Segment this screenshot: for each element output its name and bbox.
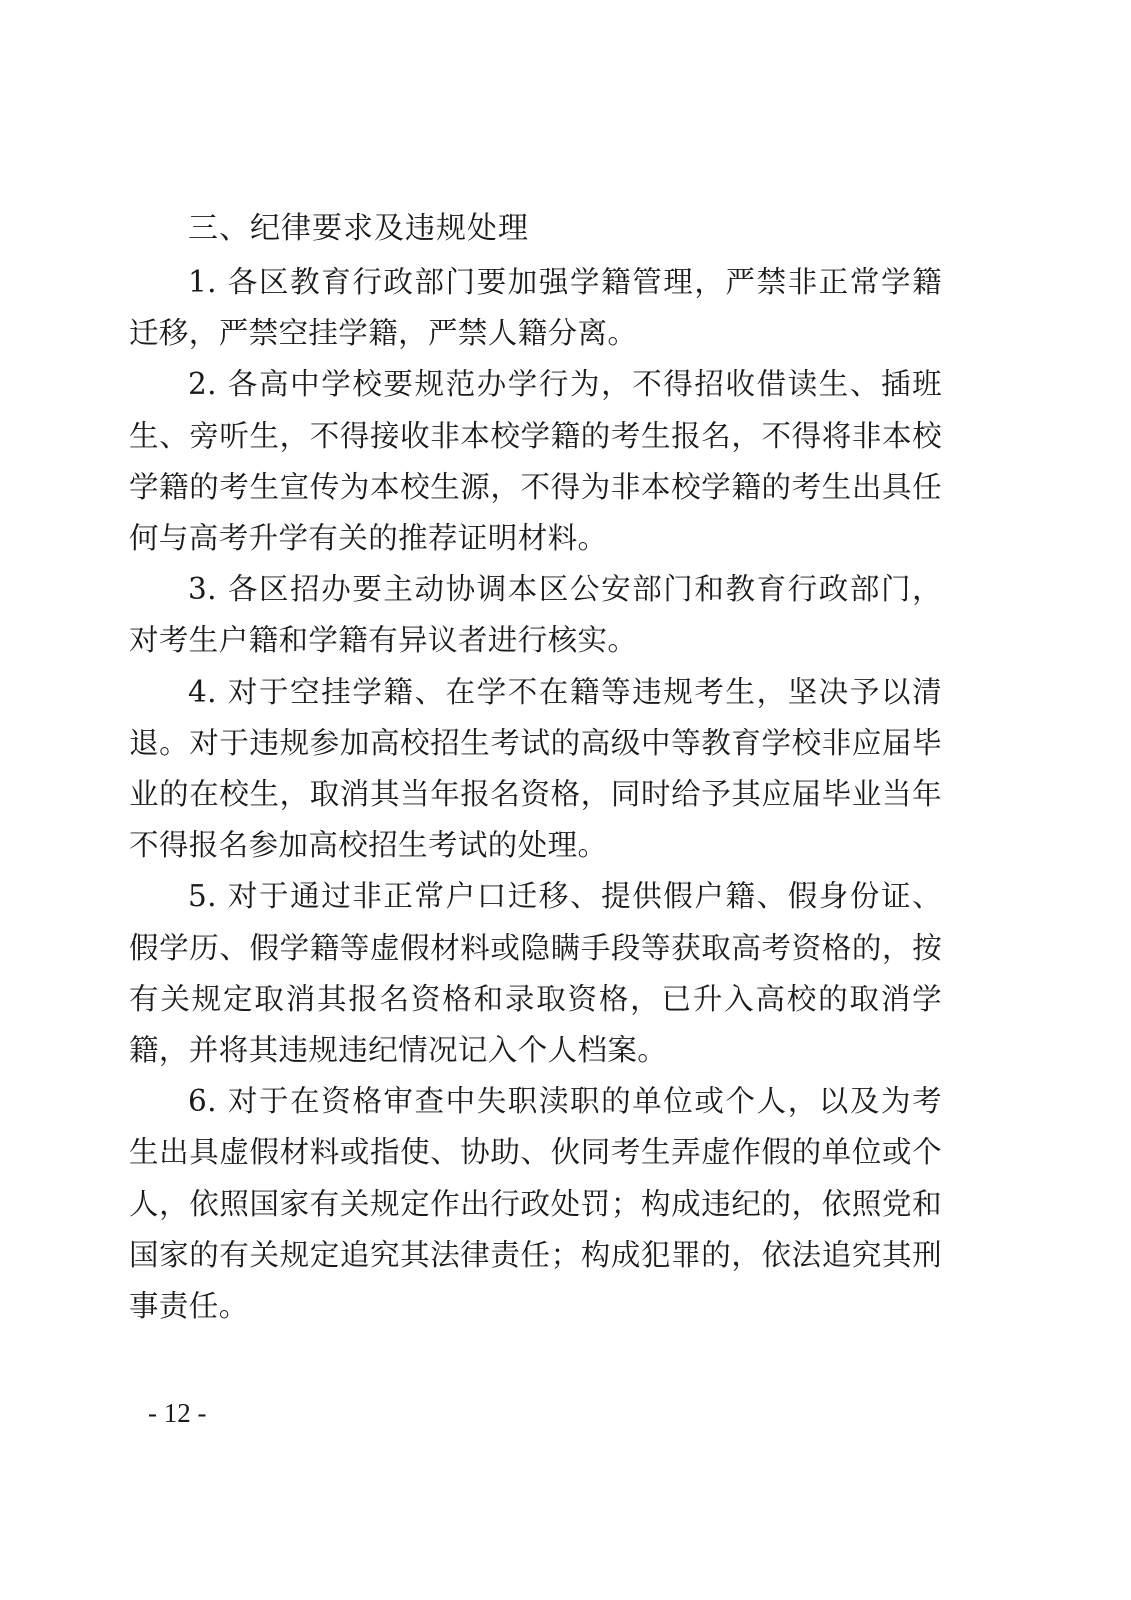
paragraph-1: 1. 各区教育行政部门要加强学籍管理，严禁非正常学籍迁移，严禁空挂学籍，严禁人籍分离。 bbox=[129, 265, 942, 351]
paragraph-2: 2. 各高中学校要规范办学行为，不得招收借读生、插班生、旁听生，不得接收非本校学籍的考生报名，不得将非本校学籍的考生宣传为本校生源，不得为非本校学籍的考生出具任何与高考升学有关的推荐证明材料。 bbox=[129, 367, 942, 556]
section-heading: 三、纪律要求及违规处理 bbox=[188, 211, 529, 246]
page-number: - 12 - bbox=[148, 1398, 207, 1428]
paragraph-5: 5. 对于通过非正常户口迁移、提供假户籍、假身份证、假学历、假学籍等虚假材料或隐瞒手段等获取高考资格的，按有关规定取消其报名资格和录取资格，已升入高校的取消学籍，并将其违规违纪情况记入个人档案。 bbox=[129, 879, 942, 1068]
paragraph-6: 6. 对于在资格审查中失职渎职的单位或个人，以及为考生出具虚假材料或指使、协助、伙同考生弄虚作假的单位或个人，依照国家有关规定作出行政处罚；构成违纪的，依照党和国家的有关规定追究其法律责任；构成犯罪的，依法追究其刑事责任。 bbox=[129, 1084, 942, 1324]
paragraph-4: 4. 对于空挂学籍、在学不在籍等违规考生，坚决予以清退。对于违规参加高校招生考试的高级中等教育学校非应届毕业的在校生，取消其当年报名资格，同时给予其应届毕业当年不得报名参加高校招生考试的处理。 bbox=[129, 674, 942, 863]
paragraph-3: 3. 各区招办要主动协调本区公安部门和教育行政部门，对考生户籍和学籍有异议者进行核实。 bbox=[129, 572, 942, 658]
body-text bbox=[129, 257, 942, 1332]
